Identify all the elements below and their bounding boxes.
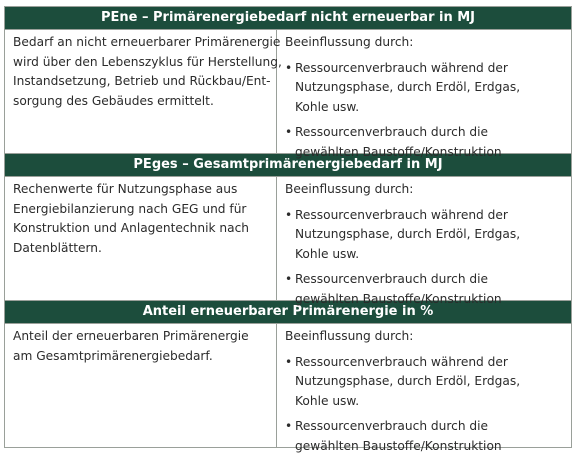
description-line: Datenblättern. [13, 239, 268, 259]
bullet-icon: • [285, 417, 292, 437]
description-line: wird über den Lebenszyklus für Herstellung, [13, 53, 268, 73]
bullet-icon: • [285, 270, 292, 290]
influence-cell [277, 30, 571, 153]
description-cell [5, 177, 277, 300]
list-item [285, 59, 563, 118]
description-line: Bedarf an nicht erneuerbarer Primärenergie [13, 33, 268, 53]
influence-list [285, 206, 563, 310]
list-item-line: Nutzungsphase, durch Erdöl, Erdgas, [295, 372, 563, 392]
list-item-line: gewählten Baustoffe/Konstruktion [295, 290, 563, 310]
list-item-line: Kohle usw. [295, 245, 563, 265]
bullet-icon: • [285, 123, 292, 143]
influence-cell [277, 324, 571, 447]
list-item [285, 270, 563, 309]
influence-list [285, 353, 563, 456]
list-item-line: Nutzungsphase, durch Erdöl, Erdgas, [295, 78, 563, 98]
list-item [285, 206, 563, 265]
bullet-icon: • [285, 206, 292, 226]
list-item-line: Nutzungsphase, durch Erdöl, Erdgas, [295, 225, 563, 245]
list-item-line: Ressourcenverbrauch während der [295, 353, 563, 373]
description-line: Anteil der erneuerbaren Primärenergie [13, 327, 268, 347]
description-line: sorgung des Gebäudes ermittelt. [13, 92, 268, 112]
influence-heading: Beeinflussung durch: [285, 180, 563, 200]
description-line: am Gesamtprimärenergiebedarf. [13, 347, 268, 367]
list-item-line: Ressourcenverbrauch während der [295, 206, 563, 226]
list-item-line: Kohle usw. [295, 392, 563, 412]
list-item [285, 123, 563, 162]
influence-heading: Beeinflussung durch: [285, 33, 563, 53]
section-row [5, 29, 571, 153]
description-cell [5, 30, 277, 153]
bullet-icon: • [285, 353, 292, 373]
list-item-line: Ressourcenverbrauch durch die [295, 270, 563, 290]
list-item-line: Kohle usw. [295, 98, 563, 118]
description-line: Energiebilanzierung nach GEG und für [13, 200, 268, 220]
description-line: Konstruktion und Anlagentechnik nach [13, 219, 268, 239]
section-row [5, 176, 571, 300]
influence-heading: Beeinflussung durch: [285, 327, 563, 347]
list-item-line: Ressourcenverbrauch durch die [295, 417, 563, 437]
bullet-icon: • [285, 59, 292, 79]
list-item [285, 353, 563, 412]
influence-cell [277, 177, 571, 300]
list-item-line: Ressourcenverbrauch während der [295, 59, 563, 79]
description-line: Instandsetzung, Betrieb und Rückbau/Ent- [13, 72, 268, 92]
section-header: PEges – Gesamtprimärenergiebedarf in MJ [5, 153, 571, 176]
list-item-line: gewählten Baustoffe/Konstruktion [295, 143, 563, 163]
influence-list [285, 59, 563, 163]
section-header: PEne – Primärenergiebedarf nicht erneuerbar in MJ [5, 7, 571, 29]
section-row [5, 323, 571, 447]
description-line: Rechenwerte für Nutzungsphase aus [13, 180, 268, 200]
section-header: Anteil erneuerbarer Primärenergie in % [5, 300, 571, 323]
list-item-line: Ressourcenverbrauch durch die [295, 123, 563, 143]
description-cell [5, 324, 277, 447]
list-item [285, 417, 563, 456]
list-item-line: gewählten Baustoffe/Konstruktion [295, 437, 563, 456]
energy-table [4, 6, 572, 448]
